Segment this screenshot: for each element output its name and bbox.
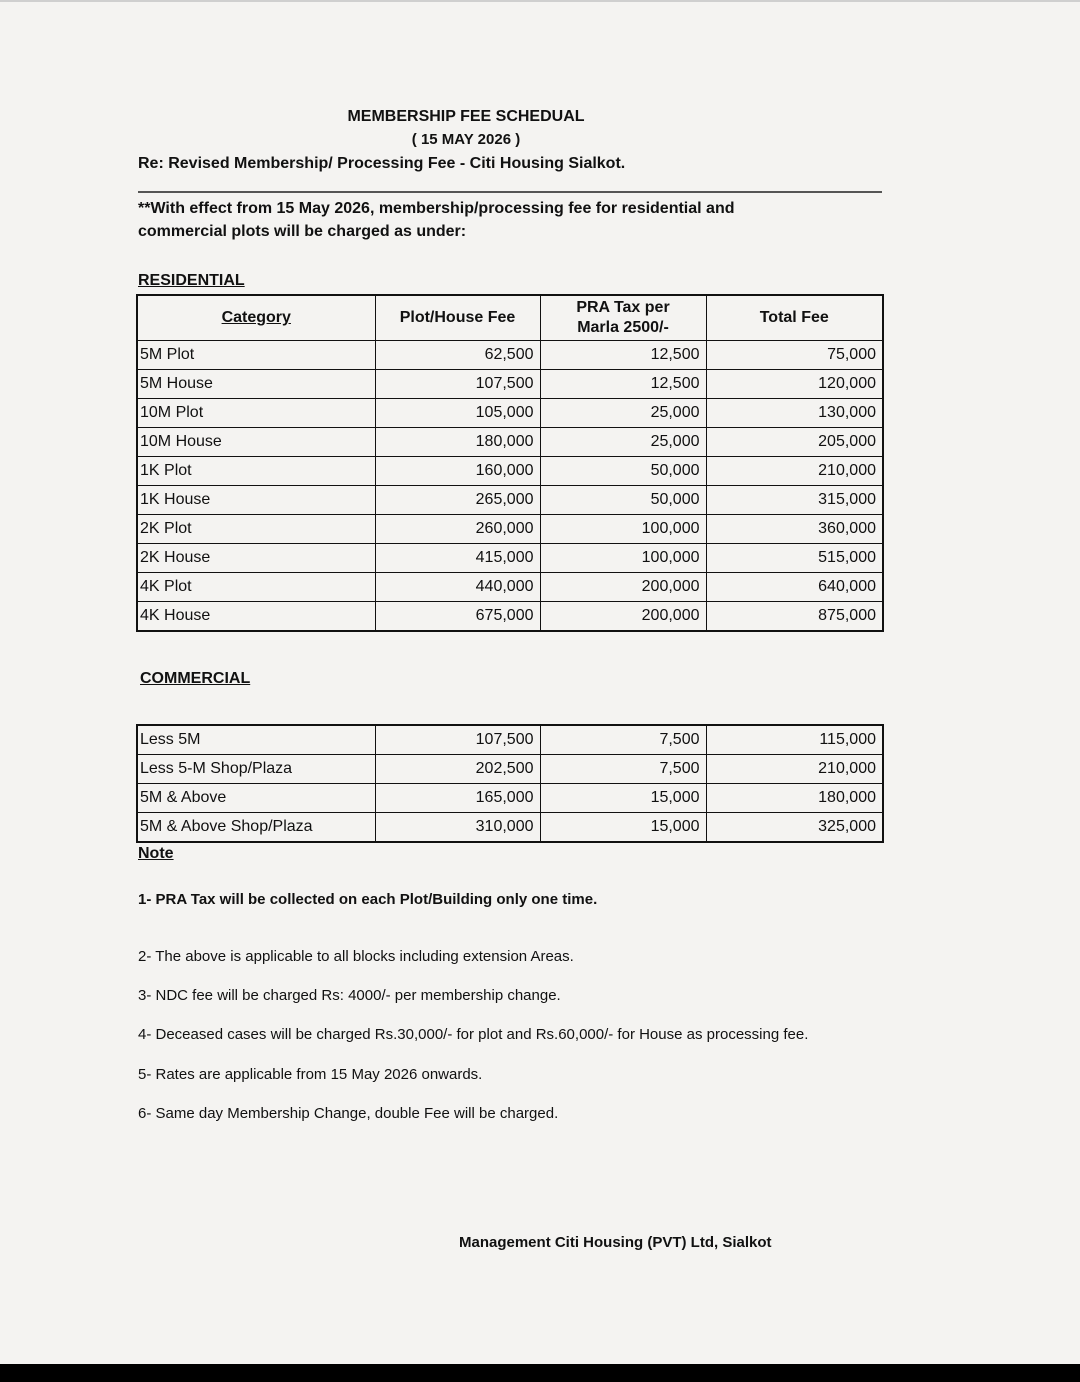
category-cell: Less 5-M Shop/Plaza [137,755,375,784]
category-cell: 5M Plot [137,341,375,370]
table-row [137,725,883,755]
category-cell: 4K Plot [137,573,375,602]
fee-cell: 675,000 [375,602,540,632]
fee-cell: 107,500 [375,725,540,755]
column-header-category: Category [137,295,375,341]
pra-tax-cell: 7,500 [540,755,706,784]
fee-cell: 62,500 [375,341,540,370]
table-row [137,399,883,428]
table-row [137,457,883,486]
category-cell: 10M Plot [137,399,375,428]
column-header-pra-tax-line-1: PRA Tax per [576,299,670,316]
fee-cell: 105,000 [375,399,540,428]
note-item: 4- Deceased cases will be charged Rs.30,000/- for plot and Rs.60,000/- for House as processing fee. [138,1026,809,1043]
residential-header-row [137,295,883,341]
table-row [137,515,883,544]
total-fee-cell: 640,000 [706,573,883,602]
screen-bottom-bar [0,1364,1080,1382]
total-fee-cell: 515,000 [706,544,883,573]
pra-tax-cell: 100,000 [540,515,706,544]
table-row [137,428,883,457]
pra-tax-cell: 50,000 [540,457,706,486]
note-item: 5- Rates are applicable from 15 May 2026 onwards. [138,1066,483,1083]
signature-line: Management Citi Housing (PVT) Ltd, Sialkot [459,1234,772,1251]
total-fee-cell: 325,000 [706,813,883,843]
category-cell: 10M House [137,428,375,457]
note-item: 3- NDC fee will be charged Rs: 4000/- per membership change. [138,987,561,1004]
table-row [137,755,883,784]
category-cell: 2K Plot [137,515,375,544]
fee-cell: 180,000 [375,428,540,457]
category-cell: 5M & Above Shop/Plaza [137,813,375,843]
fee-cell: 265,000 [375,486,540,515]
total-fee-cell: 315,000 [706,486,883,515]
total-fee-cell: 360,000 [706,515,883,544]
total-fee-cell: 120,000 [706,370,883,399]
total-fee-cell: 875,000 [706,602,883,632]
fee-cell: 160,000 [375,457,540,486]
pra-tax-cell: 25,000 [540,399,706,428]
total-fee-cell: 115,000 [706,725,883,755]
table-row [137,813,883,843]
commercial-heading: COMMERCIAL [140,670,251,687]
table-row [137,341,883,370]
note-item: 1- PRA Tax will be collected on each Plot/Building only one time. [138,891,598,908]
fee-cell: 202,500 [375,755,540,784]
table-row [137,486,883,515]
residential-fee-table [136,294,884,632]
column-header-fee: Plot/House Fee [375,295,540,341]
category-cell: 5M House [137,370,375,399]
note-heading: Note [138,845,174,862]
total-fee-cell: 130,000 [706,399,883,428]
total-fee-cell: 205,000 [706,428,883,457]
residential-heading: RESIDENTIAL [138,272,245,289]
pra-tax-cell: 12,500 [540,341,706,370]
total-fee-cell: 210,000 [706,457,883,486]
fee-cell: 165,000 [375,784,540,813]
fee-cell: 107,500 [375,370,540,399]
pra-tax-cell: 200,000 [540,602,706,632]
pra-tax-cell: 200,000 [540,573,706,602]
table-row [137,544,883,573]
category-cell: 1K Plot [137,457,375,486]
note-item: 6- Same day Membership Change, double Fee will be charged. [138,1105,559,1122]
column-header-pra-tax-line-2: Marla 2500/- [577,319,669,336]
pra-tax-cell: 15,000 [540,784,706,813]
table-row [137,573,883,602]
table-row [137,370,883,399]
category-cell: 4K House [137,602,375,632]
category-cell: 2K House [137,544,375,573]
document-subject: Re: Revised Membership/ Processing Fee - Citi Housing Sialkot. [138,155,626,172]
category-cell: 1K House [137,486,375,515]
pra-tax-cell: 100,000 [540,544,706,573]
column-header-total: Total Fee [706,295,883,341]
total-fee-cell: 180,000 [706,784,883,813]
fee-cell: 260,000 [375,515,540,544]
table-row [137,784,883,813]
commercial-fee-table [136,724,884,843]
fee-cell: 310,000 [375,813,540,843]
intro-text-line-1: **With effect from 15 May 2026, membership/processing fee for residential and [138,200,735,217]
table-row [137,602,883,632]
column-header-pra-tax [540,295,706,341]
divider-line [138,191,882,193]
category-cell: Less 5M [137,725,375,755]
total-fee-cell: 210,000 [706,755,883,784]
pra-tax-cell: 50,000 [540,486,706,515]
pra-tax-cell: 7,500 [540,725,706,755]
category-cell: 5M & Above [137,784,375,813]
note-item: 2- The above is applicable to all blocks including extension Areas. [138,948,574,965]
intro-text-line-2: commercial plots will be charged as under: [138,223,467,240]
total-fee-cell: 75,000 [706,341,883,370]
pra-tax-cell: 25,000 [540,428,706,457]
document-title: MEMBERSHIP FEE SCHEDUAL [347,108,585,125]
page-edge [0,0,1080,2]
pra-tax-cell: 15,000 [540,813,706,843]
pra-tax-cell: 12,500 [540,370,706,399]
fee-cell: 415,000 [375,544,540,573]
fee-cell: 440,000 [375,573,540,602]
document-date: ( 15 MAY 2026 ) [411,131,521,148]
